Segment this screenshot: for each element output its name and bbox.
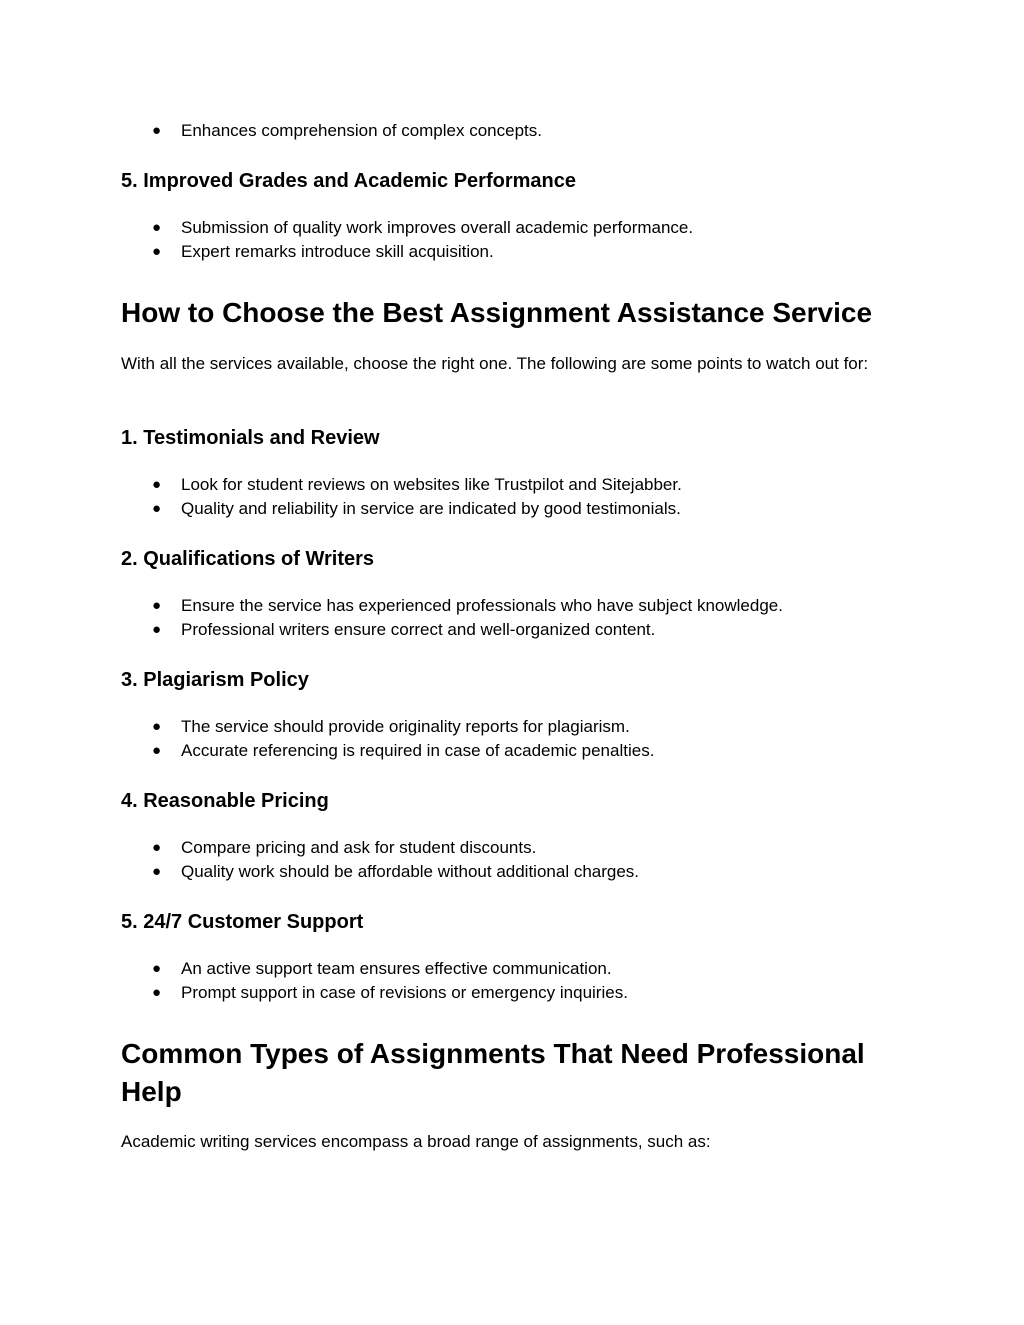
- common-types-intro: Academic writing services encompass a broad range of assignments, such as:: [121, 1132, 711, 1151]
- subsection-heading-qualifications: 2. Qualifications of Writers: [121, 548, 375, 570]
- bullet-icon: ●: [152, 597, 162, 614]
- bullet-icon: ●: [152, 219, 162, 236]
- subsection-heading-testimonials: 1. Testimonials and Review: [121, 427, 380, 449]
- list-item-text: Compare pricing and ask for student discounts.: [181, 838, 537, 857]
- list-item-text: Quality and reliability in service are indicated by good testimonials.: [181, 499, 681, 518]
- section-heading-common-types: Common Types of Assignments That Need Professional Help: [121, 1038, 865, 1107]
- subsection-heading-pricing: 4. Reasonable Pricing: [121, 790, 329, 812]
- list-item-text: Ensure the service has experienced professionals who have subject knowledge.: [181, 596, 783, 615]
- bullet-icon: ●: [152, 500, 162, 517]
- list-item-text: An active support team ensures effective communication.: [181, 959, 612, 978]
- subsection-heading-plagiarism: 3. Plagiarism Policy: [121, 669, 309, 691]
- list-item-text: Quality work should be affordable without additional charges.: [181, 862, 640, 881]
- list-item-text: Professional writers ensure correct and well-organized content.: [181, 620, 656, 639]
- bullet-icon: ●: [152, 122, 162, 139]
- bullet-icon: ●: [152, 984, 162, 1001]
- list-item-text: Submission of quality work improves overall academic performance.: [181, 218, 694, 237]
- bullet-icon: ●: [152, 839, 162, 856]
- list-item-text: Enhances comprehension of complex concepts.: [181, 121, 542, 140]
- intro-paragraph: With all the services available, choose the right one. The following are some points to watch out for:: [121, 354, 869, 373]
- list-item-text: The service should provide originality reports for plagiarism.: [181, 717, 630, 736]
- bullet-icon: ●: [152, 742, 162, 759]
- bullet-icon: ●: [152, 621, 162, 638]
- list-item-text: Look for student reviews on websites like Trustpilot and Sitejabber.: [181, 475, 682, 494]
- bullet-icon: ●: [152, 243, 162, 260]
- bullet-icon: ●: [152, 718, 162, 735]
- section-heading-improved-grades: 5. Improved Grades and Academic Performance: [121, 170, 576, 192]
- list-item-text: Accurate referencing is required in case of academic penalties.: [181, 741, 655, 760]
- bullet-icon: ●: [152, 476, 162, 493]
- bullet-icon: ●: [152, 960, 162, 977]
- section-heading-how-to-choose: How to Choose the Best Assignment Assistance Service: [121, 297, 873, 328]
- list-item-text: Prompt support in case of revisions or emergency inquiries.: [181, 983, 628, 1002]
- bullet-icon: ●: [152, 863, 162, 880]
- list-item-text: Expert remarks introduce skill acquisition.: [181, 242, 494, 261]
- subsection-heading-support: 5. 24/7 Customer Support: [121, 911, 364, 933]
